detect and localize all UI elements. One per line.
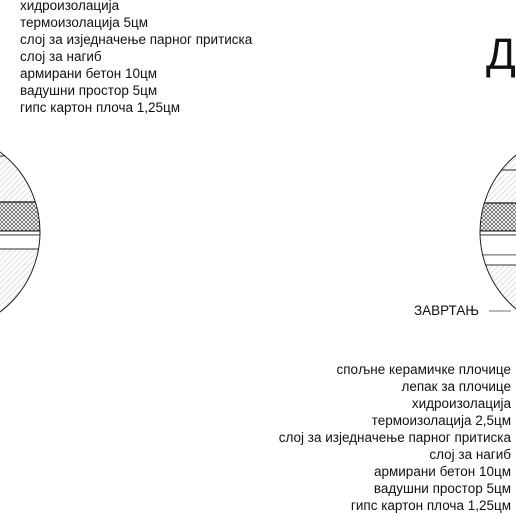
right-layer-list [279,361,511,514]
detail-title: Д [486,30,516,79]
right-layer-label: армирани бетон 10цм [373,464,511,479]
right-layer-label: лепак за плочице [401,379,511,394]
right-layer-label: слој за изједначење парног притиска [278,430,511,445]
right-layer-label: спољне керамичке плочице [336,362,511,377]
left-detail-circle [0,130,45,334]
left-layer-label: гипс картон плоча 1,25цм [20,100,181,115]
right-layer-label: хидроизолација [411,396,511,411]
left-layer-label: хидроизолација [20,0,120,13]
right-layer-label: термоизолација 2,5цм [371,413,511,428]
left-layer-label: слој за нагиб [20,49,102,64]
left-layer-list [20,0,252,116]
screw-label: ЗАВРТАЊ [414,303,480,318]
left-layer-label: термоизолација 5цм [20,15,149,30]
right-layer-label: вадушни простор 5цм [373,481,511,496]
left-layer-label: армирани бетон 10цм [20,66,158,81]
left-layer-label: вадушни простор 5цм [20,83,158,98]
right-layer-label: гипс картон плоча 1,25цм [350,498,511,513]
left-layer-label: слој за изједначење парног притиска [20,32,253,47]
right-layer-label: слој за нагиб [429,447,511,462]
